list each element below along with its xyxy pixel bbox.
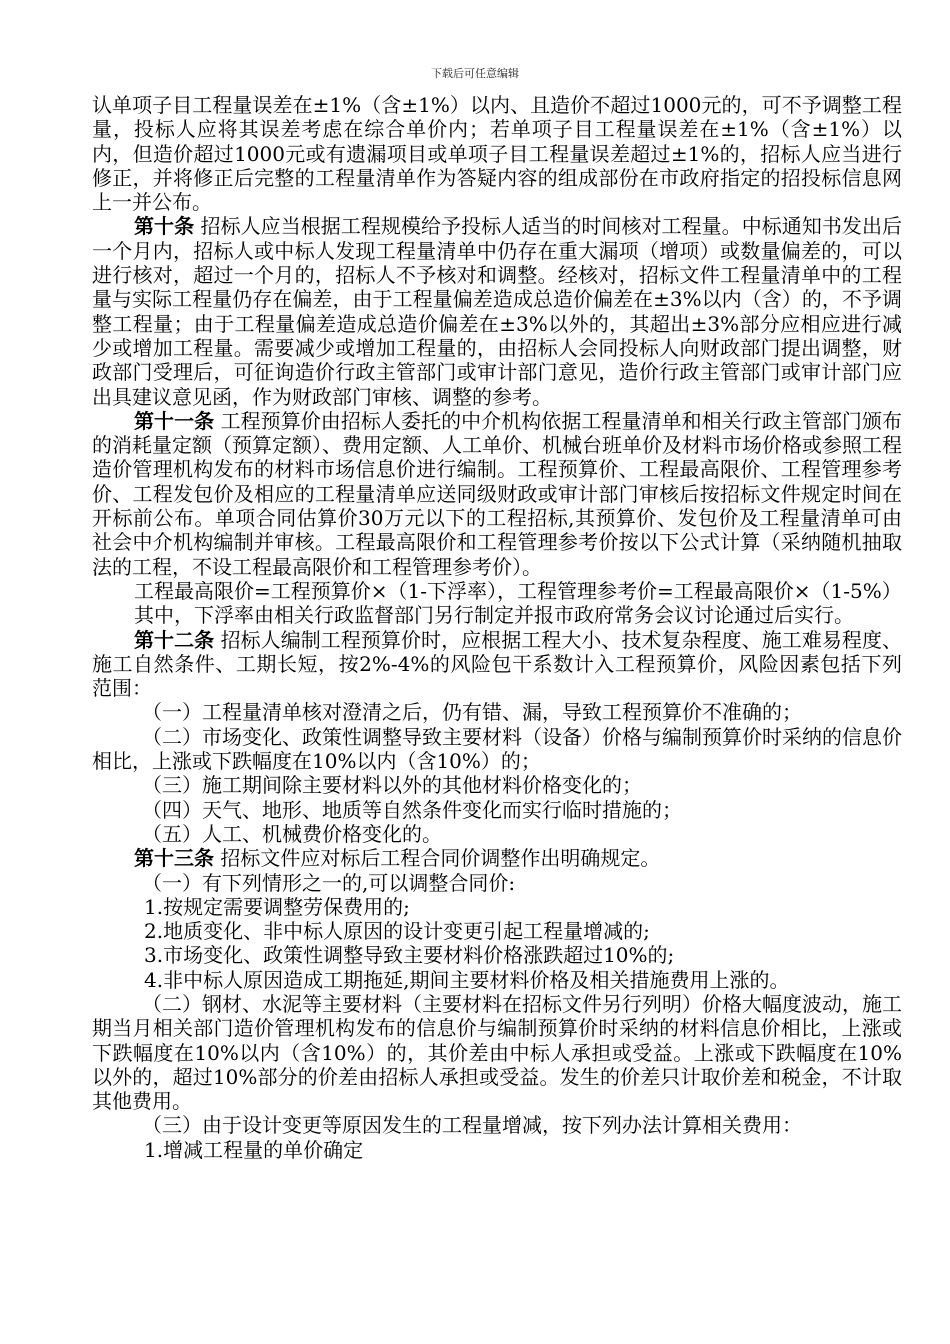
list-item: （二）市场变化、政策性调整导致主要材料（设备）价格与编制预算价时采纳的信息价相比，上涨或下跌幅度在10%以内（含10%）的；	[92, 724, 902, 774]
article-11-title: 第十一条	[134, 408, 215, 433]
list-item: （三）施工期间除主要材料以外的其他材料价格变化的；	[142, 773, 642, 798]
article-11	[92, 409, 902, 579]
list-item: （五）人工、机械费价格变化的。	[142, 821, 442, 846]
article-11-text: 工程预算价由招标人委托的中介机构依据工程量清单和相关行政主管部门颁布的消耗量定额（预算定额）、费用定额、人工单价、机械台班单价及材料市场价格或参照工程造价管理机构发布的材料市场信息价进行编制。工程预算价、工程最高限价、工程管理参考价、工程发包价及相应的工程量清单应送同级财政或审计部门审核后按招标文件规定时间在开标前公布。单项合同估算价30万元以下的工程招标,其预算价、发包价及工程量清单可由社会中介机构编制并审核。工程最高限价和工程管理参考价按以下公式计算（采纳随机抽取法的工程，不设工程最高限价和工程管理参考价）。	[92, 408, 903, 579]
article-13	[92, 846, 902, 870]
document-body	[92, 93, 902, 1162]
list-item: 1.增减工程量的单价确定	[144, 1137, 364, 1162]
list-item: （一）工程量清单核对澄清之后，仍有错、漏，导致工程预算价不准确的；	[142, 700, 802, 725]
list-item: （四）天气、地形、地质等自然条件变化而实行临时措施的；	[142, 797, 682, 822]
paragraph-continuation: 认单项子目工程量误差在±1%（含±1%）以内、且造价不超过1000元的，可不予调整工程量，投标人应将其误差考虑在综合单价内；若单项子目工程量误差在±1%（含±1%）以内，但造价超过1000元或有遗漏项目或单项子目工程量误差超过±1%的，招标人应当进行修正，并将修正后完整的工程量清单作为答疑内容的组成部份在市政府指定的招投标信息网上一并公布。	[92, 93, 902, 215]
page-header: 下载后可任意编辑	[431, 67, 519, 80]
article-12-title: 第十二条	[134, 627, 215, 652]
note-paragraph: 其中，下浮率由相关行政监督部门另行制定并报市政府常务会议讨论通过后实行。	[134, 603, 854, 628]
list-item: 2.地质变化、非中标人原因的设计变更引起工程量增减的;	[144, 919, 650, 944]
article-12-text: 招标人编制工程预算价时，应根据工程大小、技术复杂程度、施工难易程度、施工自然条件、工期长短，按2%-4%的风险包干系数计入工程预算价，风险因素包括下列范围：	[92, 627, 903, 701]
list-item: 1.按规定需要调整劳保费用的;	[144, 894, 410, 919]
article-10-title: 第十条	[134, 214, 195, 239]
article-12	[92, 628, 902, 701]
sub-clause: （三）由于设计变更等原因发生的工程量增减，按下列办法计算相关费用：	[142, 1113, 802, 1138]
formula-paragraph: 工程最高限价=工程预算价×（1-下浮率），工程管理参考价=工程最高限价×（1-5%）	[134, 578, 902, 603]
article-13-text: 招标文件应对标后工程合同价调整作出明确规定。	[214, 846, 661, 871]
sub-clause: （一）有下列情形之一的,可以调整合同价:	[142, 870, 516, 895]
sub-clause: （二）钢材、水泥等主要材料（主要材料在招标文件另行列明）价格大幅度波动，施工期当月相关部门造价管理机构发布的信息价与编制预算价时采纳的材料信息价相比，上涨或下跌幅度在10%以内（含10%）的，其价差由中标人承担或受益。上涨或下跌幅度在10%以外的，超过10%部分的价差由招标人承担或受益。发生的价差只计取价差和税金，不计取其他费用。	[92, 991, 902, 1114]
article-10	[92, 214, 902, 408]
article-10-text: 招标人应当根据工程规模给予投标人适当的时间核对工程量。中标通知书发出后一个月内，招标人或中标人发现工程量清单中仍存在重大漏项（增项）或数量偏差的，可以进行核对，超过一个月的，招标人不予核对和调整。经核对，招标文件工程量清单中的工程量与实际工程量仍存在偏差，由于工程量偏差造成总造价偏差在±3%以内（含）的，不予调整工程量；由于工程量偏差造成总造价偏差在±3%以外的，其超出±3%部分应相应进行减少或增加工程量。需要减少或增加工程量的，由招标人会同投标人向财政部门提出调整，财政部门受理后，可征询造价行政主管部门或审计部门意见，造价行政主管部门或审计部门应出具建议意见函，作为财政部门审核、调整的参考。	[92, 214, 903, 409]
list-item: 3.市场变化、政策性调整导致主要材料价格涨跌超过10%的;	[144, 943, 675, 968]
article-13-title: 第十三条	[134, 846, 214, 871]
list-item: 4.非中标人原因造成工期拖延,期间主要材料价格及相关措施费用上涨的。	[144, 967, 790, 992]
